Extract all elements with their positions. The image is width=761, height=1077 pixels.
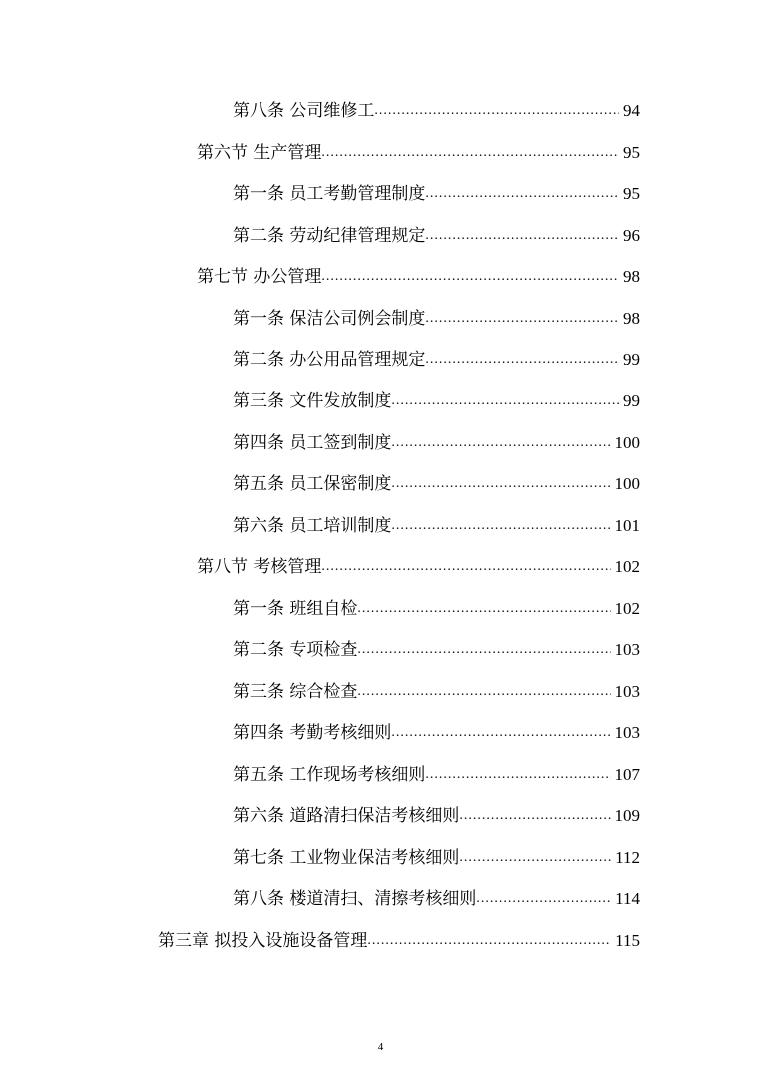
dot-leader	[391, 473, 610, 495]
toc-entry[interactable]	[233, 179, 640, 205]
dot-leader	[321, 142, 619, 164]
dot-leader	[374, 100, 619, 122]
toc-entry-page: 102	[614, 599, 640, 618]
dot-leader	[391, 432, 610, 454]
toc-entry-title: 第一条 班组自检	[233, 599, 358, 619]
dot-leader	[391, 515, 610, 537]
toc-entry-title: 第八条 公司维修工	[233, 101, 375, 121]
toc-entry-page: 94	[623, 101, 640, 120]
toc-entry-title: 第一条 员工考勤管理制度	[233, 184, 426, 204]
dot-leader	[476, 888, 611, 910]
toc-entry[interactable]	[233, 221, 640, 247]
dot-leader	[367, 930, 611, 952]
toc-entry-page: 100	[614, 474, 640, 493]
dot-leader	[391, 722, 610, 744]
toc-entry[interactable]	[197, 552, 640, 578]
dot-leader	[425, 308, 619, 330]
toc-entry-page: 99	[623, 350, 640, 369]
dot-leader	[425, 349, 619, 371]
toc-entry[interactable]	[233, 843, 640, 869]
toc-entry[interactable]	[233, 884, 640, 910]
dot-leader	[357, 681, 610, 703]
toc-entry[interactable]	[233, 635, 640, 661]
toc-entry[interactable]	[158, 926, 640, 952]
toc-entry[interactable]	[233, 428, 640, 454]
toc-entry[interactable]	[233, 760, 640, 786]
dot-leader	[459, 847, 611, 869]
toc-entry-page: 103	[614, 682, 640, 701]
toc-entry-page: 95	[623, 143, 640, 162]
toc-entry-page: 98	[623, 267, 640, 286]
dot-leader	[391, 390, 619, 412]
toc-entry-title: 第五条 员工保密制度	[233, 474, 392, 494]
dot-leader	[425, 183, 619, 205]
toc-entry[interactable]	[233, 304, 640, 330]
toc-entry-title: 第八节 考核管理	[197, 557, 322, 577]
dot-leader	[425, 225, 619, 247]
dot-leader	[321, 556, 610, 578]
toc-entry-page: 114	[615, 889, 640, 908]
toc-entry-title: 第八条 楼道清扫、清擦考核细则	[233, 889, 477, 909]
dot-leader	[459, 805, 610, 827]
toc-entry-page: 101	[614, 516, 640, 535]
toc-entry-title: 第七条 工业物业保洁考核细则	[233, 848, 460, 868]
toc-entry-page: 109	[614, 806, 640, 825]
toc-entry[interactable]	[233, 594, 640, 620]
toc-entry-page: 115	[615, 931, 640, 950]
toc-entry-title: 第三条 综合检查	[233, 682, 358, 702]
toc-entry-page: 103	[614, 723, 640, 742]
toc-entry-title: 第五条 工作现场考核细则	[233, 765, 426, 785]
toc-entry-page: 107	[614, 765, 640, 784]
toc-entry-page: 98	[623, 309, 640, 328]
toc-entry[interactable]	[233, 345, 640, 371]
toc-entry-title: 第四条 考勤考核细则	[233, 723, 392, 743]
toc-entry-title: 第三章 拟投入设施设备管理	[158, 931, 368, 951]
toc-entry-title: 第三条 文件发放制度	[233, 391, 392, 411]
toc-entry[interactable]	[197, 138, 640, 164]
toc-entry-title: 第二条 专项检查	[233, 640, 358, 660]
dot-leader	[321, 266, 619, 288]
toc-entry-title: 第四条 员工签到制度	[233, 433, 392, 453]
toc-entry-page: 103	[614, 640, 640, 659]
toc-entry-page: 95	[623, 184, 640, 203]
dot-leader	[425, 764, 610, 786]
toc-entry-title: 第一条 保洁公司例会制度	[233, 309, 426, 329]
dot-leader	[357, 639, 610, 661]
toc-entry[interactable]	[233, 677, 640, 703]
toc-entry-title: 第七节 办公管理	[197, 267, 322, 287]
toc-entry[interactable]	[233, 718, 640, 744]
toc-entry[interactable]	[233, 96, 640, 122]
toc-entry-title: 第六条 员工培训制度	[233, 516, 392, 536]
toc-entry-page: 112	[615, 848, 640, 867]
toc-entry-title: 第六条 道路清扫保洁考核细则	[233, 806, 460, 826]
toc-entry-title: 第二条 办公用品管理规定	[233, 350, 426, 370]
page-number: 4	[377, 1041, 384, 1053]
toc-entry[interactable]	[197, 262, 640, 288]
toc-entry-page: 96	[623, 226, 640, 245]
toc-entry[interactable]	[233, 386, 640, 412]
toc-entry-title: 第六节 生产管理	[197, 143, 322, 163]
toc-entry[interactable]	[233, 511, 640, 537]
toc-entry-page: 99	[623, 391, 640, 410]
toc-entry-page: 100	[614, 433, 640, 452]
toc-entry[interactable]	[233, 469, 640, 495]
toc-entry-page: 102	[614, 557, 640, 576]
toc-entry[interactable]	[233, 801, 640, 827]
dot-leader	[357, 598, 610, 620]
toc-entry-title: 第二条 劳动纪律管理规定	[233, 226, 426, 246]
